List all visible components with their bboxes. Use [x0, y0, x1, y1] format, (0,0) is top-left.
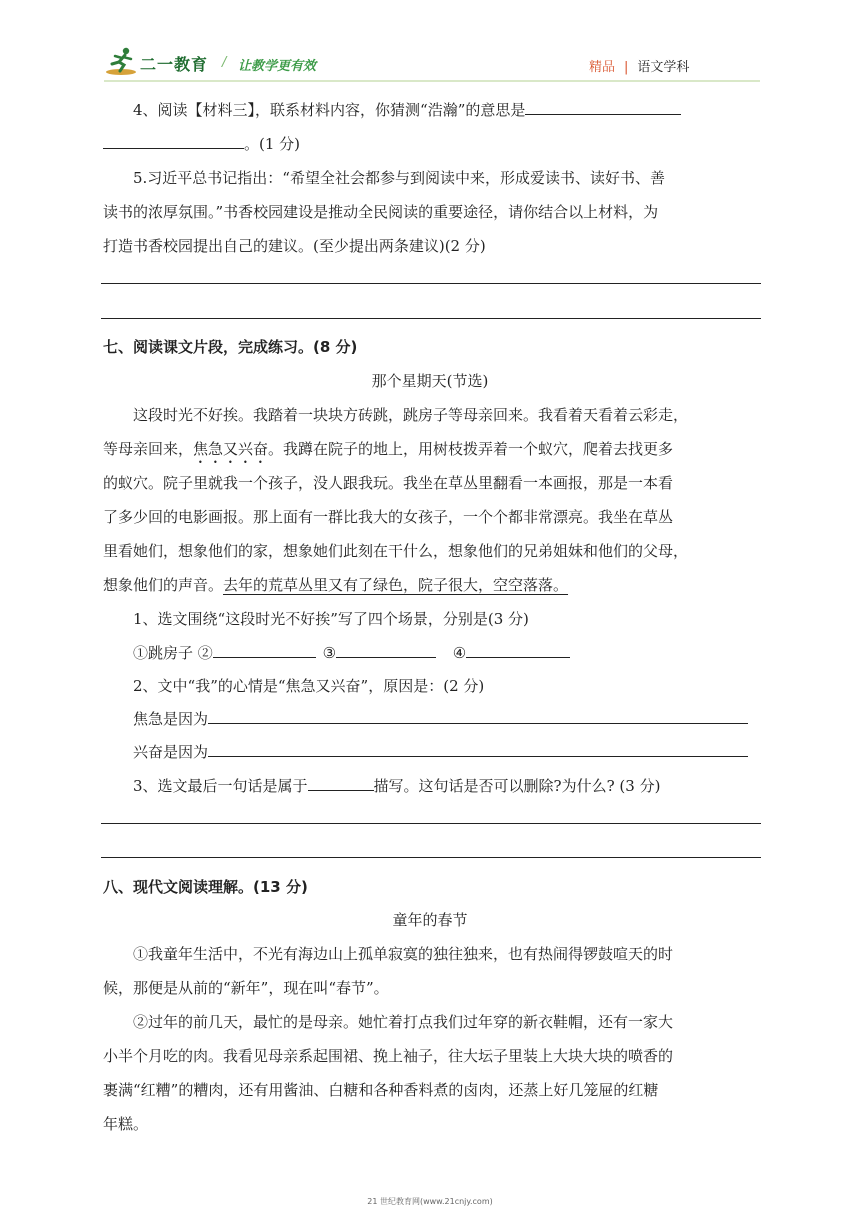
- s7-q1-label-2: ①跳房子 ②: [133, 644, 213, 662]
- s7-q2-excited-blank[interactable]: [208, 742, 748, 757]
- section-7-title: 那个星期天(节选): [371, 372, 489, 390]
- s8-p2-line-2: 小半个月吃的肉。我看见母亲系起围裙、挽上袖子，往大坛子里装上大块大块的喷香的: [103, 1047, 674, 1065]
- s7-q3: [133, 775, 660, 796]
- q5-answer-line-1[interactable]: [101, 283, 761, 284]
- runner-logo-icon: [104, 46, 138, 76]
- emphasized-phrase: 焦急又兴奋: [193, 440, 269, 458]
- q5-line-2: 读书的浓厚氛围。”书香校园建设是推动全民阅读的重要途径，请你结合以上材料，为: [103, 203, 659, 221]
- s7-q1-blank-2[interactable]: [213, 643, 316, 658]
- q4-line-1: [133, 99, 681, 120]
- header-separator: /: [222, 55, 227, 70]
- s7-q3-answer-line-2[interactable]: [101, 857, 761, 858]
- s7-q2-anxious-row: [133, 708, 748, 729]
- s7-q2: 2、文中“我”的心情是“焦急又兴奋”，原因是：(2 分): [133, 677, 485, 695]
- s7-q1-blank-3[interactable]: [336, 643, 436, 658]
- s8-p2-line-3: 裹满“红糟”的糟肉，还有用酱油、白糖和各种香料煮的卤肉，还蒸上好几笼屉的红糖: [103, 1081, 659, 1099]
- s7-para-line-6: [103, 574, 568, 595]
- s7-para-line-3: 的蚁穴。院子里就我一个孩子，没人跟我玩。我坐在草丛里翻看一本画报，那是一本看: [103, 474, 674, 492]
- quality-label: 精品: [589, 60, 616, 75]
- s7-q2-anxious-label: 焦急是因为: [133, 710, 209, 728]
- underlined-sentence: 去年的荒草丛里又有了绿色，院子很大，空空落落。: [223, 576, 569, 594]
- section-8-title: 童年的春节: [392, 911, 468, 929]
- section-8-heading: 八、现代文阅读理解。(13 分): [103, 878, 308, 896]
- s7-para-line-5: 里看她们，想象他们的家，想象她们此刻在干什么，想象他们的兄弟姐妹和他们的父母，: [103, 542, 689, 560]
- brand-slogan: 让教学更有效: [238, 59, 317, 74]
- header-subject: [589, 56, 689, 75]
- s7-q1-label-3: ③: [322, 644, 337, 662]
- q4-answer-blank[interactable]: [525, 100, 681, 115]
- header-rule: [104, 80, 760, 82]
- s7-q2-excited-label: 兴奋是因为: [133, 743, 209, 761]
- s7-q3-blank[interactable]: [308, 776, 374, 791]
- s7-para-text: 想象他们的声音。: [103, 576, 224, 594]
- q4-line-2: [103, 133, 300, 154]
- s7-q1-answers: [133, 642, 570, 663]
- q5-line-1: 5.习近平总书记指出：“希望全社会都参与到阅读中来，形成爱读书、读好书、善: [133, 169, 665, 187]
- s7-q3-answer-line-1[interactable]: [101, 823, 761, 824]
- subject-label: 语文学科: [637, 60, 690, 75]
- q5-line-3: 打造书香校园提出自己的建议。(至少提出两条建议)(2 分): [103, 237, 486, 255]
- s7-para-line-2: [103, 438, 673, 467]
- page-header: [0, 0, 860, 92]
- s7-para-line-4: 了多少回的电影画报。那上面有一群比我大的女孩子，一个个都非常漂亮。我坐在草丛: [103, 508, 674, 526]
- q5-answer-line-2[interactable]: [101, 318, 761, 319]
- s8-p2-line-1: ②过年的前几天，最忙的是母亲。她忙着打点我们过年穿的新衣鞋帽，还有一家大: [133, 1013, 674, 1031]
- header-divider: |: [624, 60, 629, 75]
- brand-name: 二一教育: [140, 55, 209, 74]
- s7-q2-excited-row: [133, 741, 748, 762]
- s7-q2-anxious-blank[interactable]: [208, 709, 748, 724]
- q4-score: 。(1 分): [244, 135, 301, 153]
- s8-p2-line-4: 年糕。: [103, 1115, 149, 1133]
- s7-q1-label-4: ④: [452, 644, 467, 662]
- section-7-heading: 七、阅读课文片段，完成练习。(8 分): [103, 338, 358, 356]
- s7-q3-text: 3、选文最后一句话是属于: [133, 777, 308, 795]
- s7-para-text: 等母亲回来，: [103, 440, 194, 458]
- s8-p1-line-2: 候，那便是从前的“新年”，现在叫“春节”。: [103, 979, 389, 997]
- q4-text: 4、阅读【材料三】，联系材料内容，你猜测“浩瀚”的意思是: [133, 101, 526, 119]
- s7-para-line-1: 这段时光不好挨。我踏着一块块方砖跳，跳房子等母亲回来。我看着天看着云彩走，: [133, 406, 689, 424]
- q4-answer-blank-cont[interactable]: [103, 134, 244, 149]
- s7-q1: 1、选文围绕“这段时光不好挨”写了四个场景，分别是(3 分): [133, 610, 529, 628]
- s7-para-text: 。我蹲在院子的地上，用树枝拨弄着一个蚁穴，爬着去找更多: [268, 440, 674, 458]
- s7-q1-blank-4[interactable]: [466, 643, 570, 658]
- s8-p1-line-1: ①我童年生活中，不光有海边山上孤单寂寞的独往独来，也有热闹得锣鼓喧天的时: [133, 945, 674, 963]
- s7-q3-text: 描写。这句话是否可以删除?为什么? (3 分): [373, 777, 661, 795]
- page-footer: 21 世纪教育网(www.21cnjy.com): [367, 1197, 493, 1206]
